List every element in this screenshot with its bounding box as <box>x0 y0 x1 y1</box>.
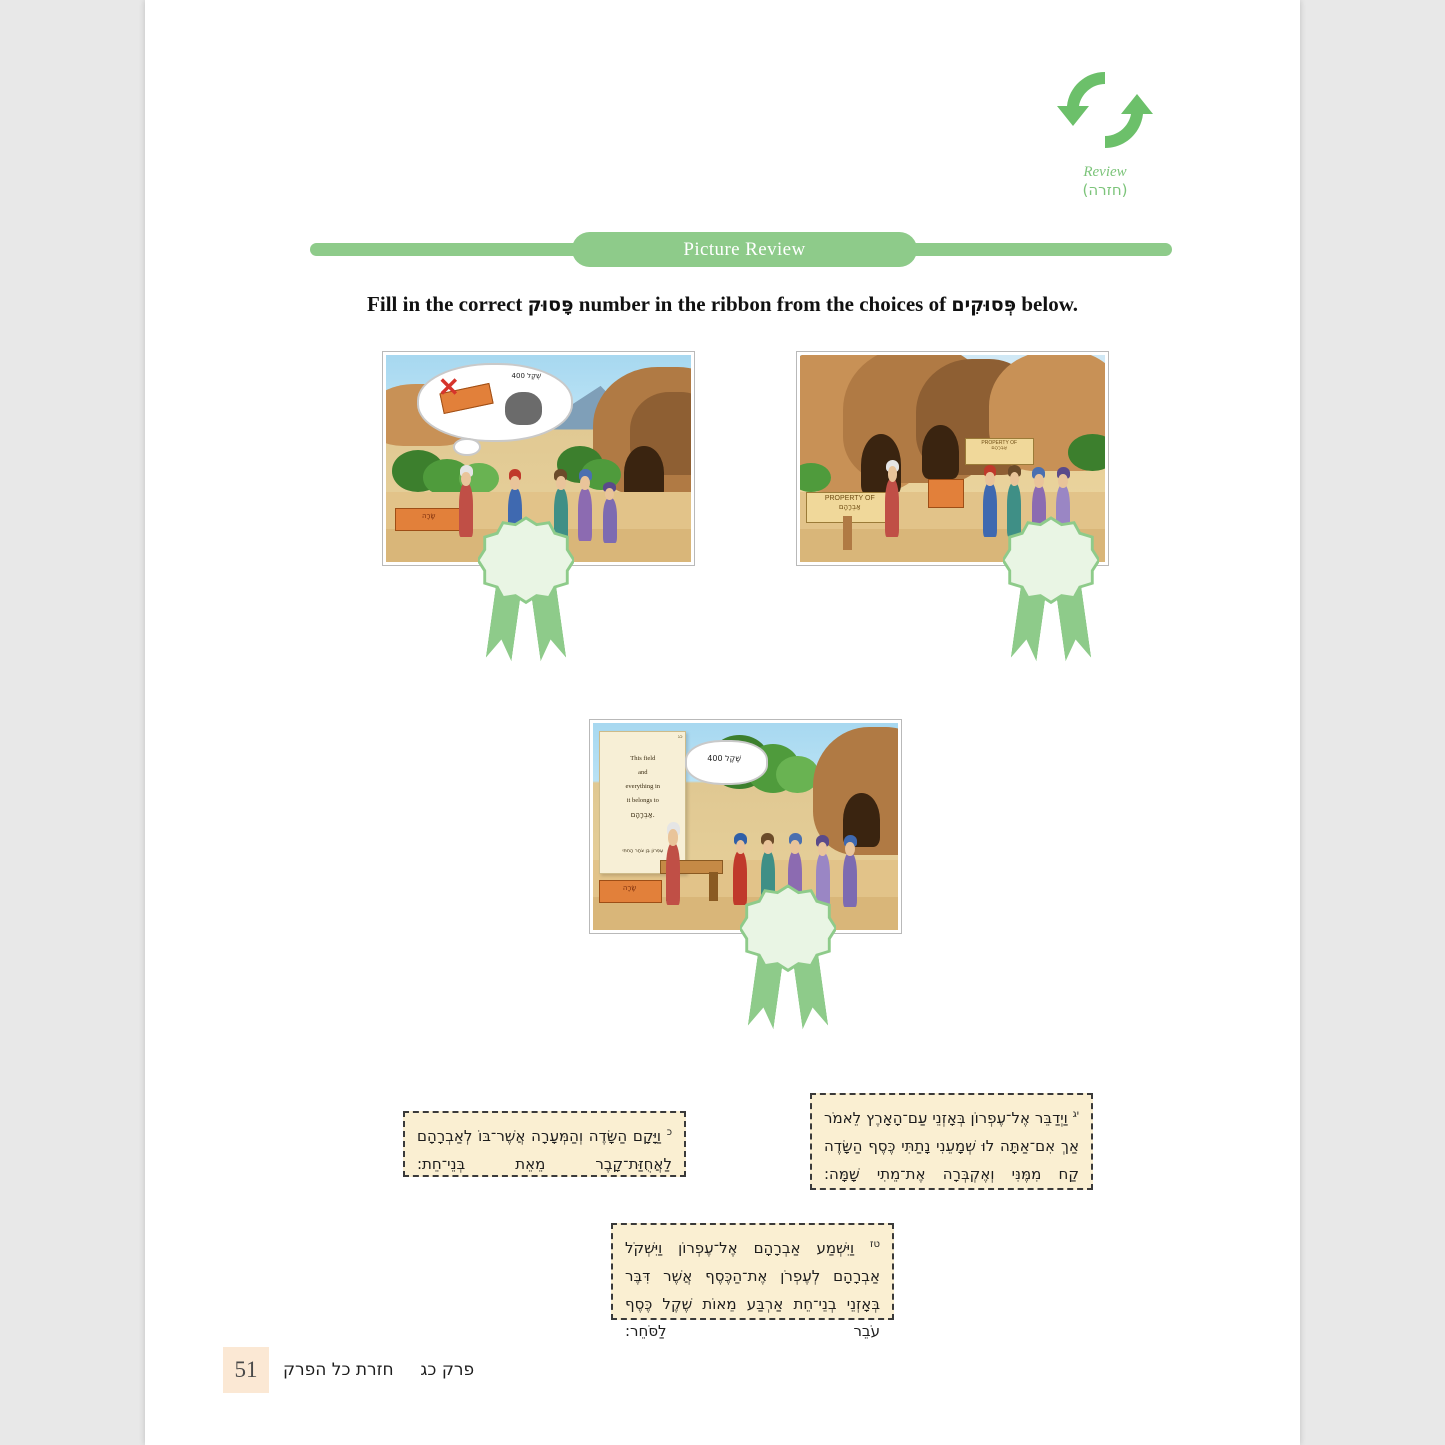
instruction-part-1: Fill in the correct <box>367 292 523 316</box>
sign-post-text-en: PROPERTY OF <box>824 494 875 502</box>
deed-line-5: אַבְרָהָם. <box>630 811 655 820</box>
footer-section: חזרת כל הפרק <box>283 1360 394 1380</box>
page-number: 51 <box>223 1347 269 1393</box>
deed-line-4: it belongs to <box>626 797 659 804</box>
crate-label-3: שָׂרָה <box>622 884 637 893</box>
review-label-en: Review <box>1083 164 1127 180</box>
footer-reference <box>283 1360 474 1380</box>
money-bag-icon <box>505 392 542 425</box>
ribbon-rosette-2[interactable] <box>1003 516 1099 612</box>
worksheet-page <box>145 0 1300 1445</box>
crate-label-1: שָׂרָה <box>421 512 436 521</box>
ribbon-rosette-1[interactable] <box>478 516 574 612</box>
instruction-hebrew-pesukim: פְּסוּקִים <box>951 294 1017 316</box>
pasuk-number-tes-zayin: טז <box>870 1239 880 1250</box>
pasuk-number-chaf: כ <box>666 1127 672 1138</box>
deed-corner-label: כג <box>677 734 683 741</box>
footer-chapter: פרק כג <box>420 1360 475 1380</box>
review-label-he: (חזרה) <box>1082 180 1128 199</box>
pasuk-number-yod-gimel: יג <box>1072 1109 1079 1120</box>
pasuk-text-yod-gimel: וַיְדַבֵּר אֶל־עֶפְרוֹן בְּאָזְנֵי עַם־הָאָרֶץ לֵאמֹר אַךְ אִם־אַתָּה לוּ שְׁמָעֵנִי נָתַתִּי כֶּסֶף הַשָּׂדֶה קַח מִמֶּנִּי וְאֶקְבְּרָה אֶת־מֵתִי שָׁמָּה: <box>824 1109 1079 1183</box>
pasuk-text-chaf: וַיָּקָם הַשָּׂדֶה וְהַמְּעָרָה אֲשֶׁר־בּוֹ לְאַבְרָהָם לַאֲחֻזַּת־קָבֶר מֵאֵת בְּנֵי־חֵת: <box>417 1127 672 1173</box>
cross-out-icon: ✕ <box>437 371 460 402</box>
ribbon-answer-2[interactable] <box>992 516 1110 666</box>
sign-post-pole-2 <box>843 516 852 549</box>
ribbon-answer-3[interactable] <box>729 884 847 1034</box>
pasuk-choice-tes-zayin[interactable] <box>611 1223 894 1341</box>
picture-item-3 <box>589 719 902 934</box>
pasuk-text-tes-zayin: וַיִּשְׁמַע אַבְרָהָם אֶל־עֶפְרוֹן וַיִּשְׁקֹל אַבְרָהָם לְעֶפְרֹן אֶת־הַכֶּסֶף אֲשֶׁר דִּבֶּר בְּאָזְנֵי בְנֵי־חֵת אַרְבַּע מֵאוֹת שֶׁקֶל כֶּסֶף עֹבֵר לַסֹּחֵר: <box>625 1239 880 1341</box>
instruction-part-2: number in the ribbon from the choices of <box>578 292 947 316</box>
instruction-part-3: below. <box>1021 292 1078 316</box>
deed-line-3: everything in <box>625 782 661 790</box>
instruction-hebrew-pasuk: פָּסוּק <box>527 294 574 316</box>
deed-line-2: and <box>638 768 648 776</box>
instruction-text <box>145 292 1300 317</box>
picture-item-2 <box>796 351 1109 566</box>
sign-cave-text-he: אַבְרָהָם <box>991 445 1008 452</box>
ribbon-answer-1[interactable] <box>467 516 585 666</box>
page-footer <box>223 1347 474 1393</box>
pasuk-choice-yod-gimel[interactable] <box>810 1093 1093 1190</box>
recycle-arrows-icon <box>1050 60 1160 160</box>
deed-line-1: This field <box>630 754 656 762</box>
thought-bubble-dot-1 <box>453 438 481 456</box>
review-mark <box>1030 60 1180 199</box>
ribbon-rosette-3[interactable] <box>740 884 836 980</box>
banner-title: Picture Review <box>572 232 917 267</box>
pasuk-choice-chaf[interactable] <box>403 1111 686 1177</box>
deed-signature: עֶפְרוֹן בֶּן צֹחַר הַחִתִּי <box>622 847 664 854</box>
bubble-shekel-label-1: שֶׁקֶל 400 <box>511 371 542 380</box>
picture-item-1 <box>382 351 695 566</box>
sign-post-text-he: אַבְרָהָם <box>838 503 861 511</box>
section-banner <box>145 232 1300 268</box>
sign-cave-text-en: PROPERTY OF <box>981 439 1018 446</box>
crate-2 <box>928 479 964 508</box>
bubble-shekel-label-3: שֶׁקֶל 400 <box>707 754 741 764</box>
sign-cave-2 <box>965 438 1034 465</box>
